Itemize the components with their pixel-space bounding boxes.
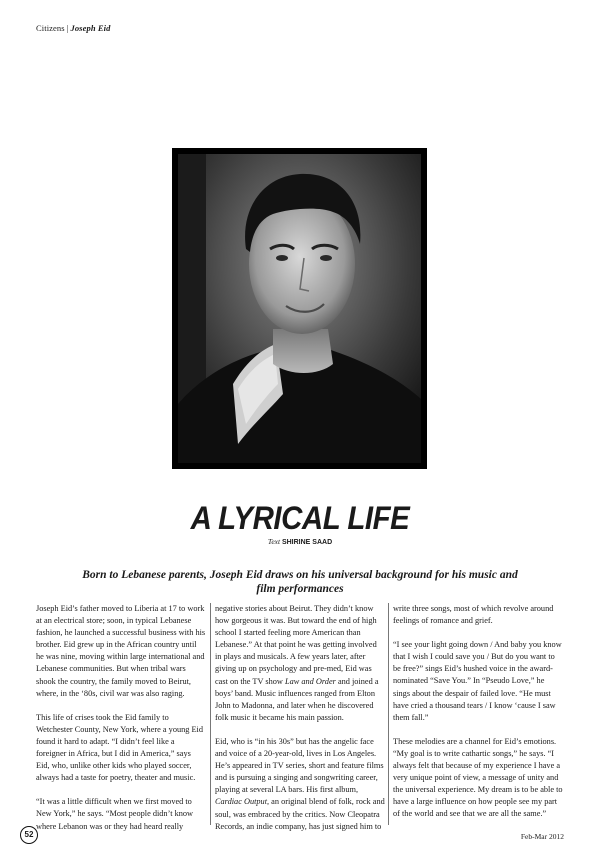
issue-date: Feb-Mar 2012 [520, 832, 564, 841]
article-title: A LYRICAL LIFE [190, 500, 410, 536]
paragraph [215, 736, 385, 833]
column-divider [388, 603, 389, 825]
paragraph-text: and joined a boys’ band. Music influences ranged from Elton John to Madonna, and later when he discovered folk music it became his main passion. [215, 676, 379, 722]
running-header [36, 23, 110, 33]
paragraph: write three songs, most of which revolve around feelings of romance and grief. [393, 604, 554, 626]
article-body [36, 603, 564, 831]
paragraph-text: , an original blend of folk, rock and soul, was embraced by the critics. Now Cleopatra Records, an indie company, has just signed him to [215, 797, 385, 831]
paragraph: “It was a little difficult when we first moved to New York,” he says. “Most people didn’t know where Lebanon was or they had heard really [36, 797, 194, 831]
body-column-2 [215, 603, 385, 831]
byline [0, 537, 600, 546]
paragraph-text: negative stories about Beirut. They didn’t know how gorgeous it was. But toward the end of high school I started feeling more American than Lebanese.” At that point he was getting involved in plays and musicals. A few years later, after giving up on psychology and pre-med, Eid was cast on the TV show [215, 604, 377, 686]
paragraph: These melodies are a channel for Eid’s emotions. “My goal is to write cathartic songs,” he says. “I always felt that because of my experience I have a very unique point of view, a message of unity and the universal experience. My dream is to be able to have a large influence on how people see my part of the world and see that we are all the same.” [393, 736, 563, 819]
paragraph: “I see your light going down / And baby you know that I wish I could save you / But do you want to be free?” sings Eid’s hushed voice in the award-nominated “Save You.” In “Pseudo Love,” he sings about the despair of failed love. “He must have cried a thousand tears / I know ‘cause I saw them fall.” [393, 640, 562, 722]
album-title: Cardiac Output [215, 797, 268, 807]
column-divider [210, 603, 211, 825]
paragraph [215, 603, 385, 724]
paragraph-text: Eid, who is “in his 30s” but has the angelic face and voice of a 20-year-old, lives in Los Angeles. He’s appeared in TV series, short and feature films and is pursuing a singing and songwriting career, playing at several LA bars. His first album, [215, 736, 384, 795]
tv-show-title: Law and Order [285, 676, 336, 686]
body-column-3 [393, 603, 563, 825]
byline-label: Text [267, 537, 281, 546]
page-number: 52 [20, 826, 38, 844]
portrait-photo [172, 148, 427, 469]
header-subject-name: Joseph Eid [70, 23, 111, 33]
byline-author: SHIRINE SAAD [281, 539, 333, 546]
portrait-image [178, 154, 421, 463]
section-label: Citizens [36, 23, 65, 33]
body-column-1 [36, 603, 206, 831]
article-deck: Born to Lebanese parents, Joseph Eid draws on his universal background for his music and film performances [82, 569, 518, 595]
header-separator: | [66, 23, 69, 33]
paragraph: This life of crises took the Eid family to Wetchester County, New York, where a young Eid found it hard to adapt. “I didn’t feel like a foreigner in Africa, but I did in America,” says Eid, who, unlike other kids who played soccer, always had a taste for poetry, theater and music. [36, 712, 204, 783]
paragraph: Joseph Eid’s father moved to Liberia at 17 to work at an electrical store; soon, in typical Lebanese fashion, he launched a successful business with his brother. Eid grew up in the African country until he was nine, moving within large international and Lebanese communities. But when tribal wars shook the country, the family moved to Beirut, where, in the ‘80s, civil war was also raging. [36, 604, 206, 698]
